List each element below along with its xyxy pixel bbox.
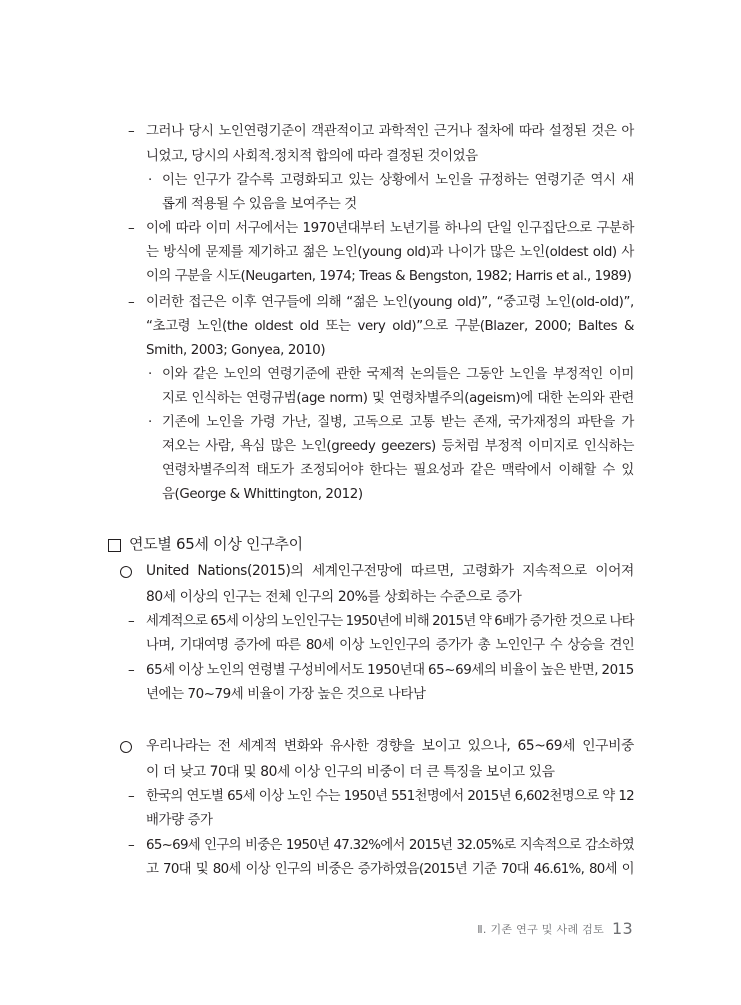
word: 수는 <box>315 789 340 804</box>
word: 연령별 <box>247 663 286 678</box>
word: 연도별 <box>186 789 224 804</box>
word: 인구의 <box>204 838 241 853</box>
word: 32.05%로 <box>456 838 516 853</box>
word: 비해 <box>404 614 429 629</box>
dash-marker: – <box>128 838 135 853</box>
word: 6배가 <box>494 614 527 629</box>
word: 연구들에 <box>261 295 312 310</box>
text-line: 음(George & Whittington, 2012) <box>162 487 363 502</box>
word: 접근은 <box>188 295 227 310</box>
text-line <box>146 294 634 312</box>
word: 우리나라는 <box>146 738 211 754</box>
word: 국가재정의 <box>508 415 571 430</box>
word: 그동안 <box>465 367 504 382</box>
word: 사 <box>621 245 634 260</box>
word: 갈수록 <box>236 173 274 188</box>
word: 이해할 <box>558 463 596 478</box>
word: & <box>623 319 634 334</box>
word: 노인을 <box>509 367 548 382</box>
word: 수 <box>602 463 615 478</box>
word: 기존에 <box>162 415 200 430</box>
word: 이는 <box>162 173 188 188</box>
text-line: 년에는 70~79세 비율이 가장 높은 것으로 나타남 <box>146 687 426 702</box>
word: 이 <box>621 862 634 877</box>
word: 변화와 <box>283 738 323 754</box>
dash-marker: – <box>128 663 135 678</box>
word: geezers) <box>381 439 436 454</box>
word: 구성비에서도 <box>288 663 364 678</box>
word: 이후 <box>231 295 257 310</box>
word: 있는 <box>348 173 374 188</box>
word: 고령화되고 <box>279 173 343 188</box>
word: 이상의 <box>241 614 279 629</box>
word: 역시 <box>590 173 616 188</box>
word: 받는 <box>441 415 467 430</box>
word: 그러나 <box>146 124 184 139</box>
word: 새 <box>621 173 634 188</box>
text-line <box>146 637 634 655</box>
word: 약 <box>478 614 492 629</box>
text-line <box>146 244 634 262</box>
word: 이와 <box>162 367 188 382</box>
word: 65~69세 <box>146 838 201 853</box>
word: 따라 <box>175 221 201 236</box>
word: 아 <box>621 124 634 139</box>
dash-marker: – <box>128 295 135 310</box>
word: 80세 <box>305 638 334 653</box>
word: oldest <box>254 319 293 334</box>
word: 따라 <box>518 124 544 139</box>
word: 이상 <box>339 638 364 653</box>
word: Nations(2015)의 <box>197 563 304 579</box>
word: 따르면, <box>410 563 454 579</box>
word: 인구비중 <box>582 738 634 754</box>
word: 및 <box>195 862 208 877</box>
footer-chapter-title: Ⅱ. 기존 연구 및 사례 검토 <box>477 923 605 936</box>
dash-marker: – <box>128 221 135 236</box>
word: 문제를 <box>205 245 244 260</box>
word: 지로 <box>162 391 188 406</box>
word: 나이가 <box>447 245 486 260</box>
word: 수 <box>549 638 562 653</box>
word: 당시 <box>188 124 214 139</box>
word: 노인(young <box>382 295 453 310</box>
word: 증가하였음(2015년 <box>357 862 467 877</box>
circle-marker <box>120 566 132 578</box>
text-line <box>146 861 634 879</box>
word: 2015년 <box>467 789 511 804</box>
word: old <box>299 319 319 334</box>
text-line <box>146 562 634 580</box>
word: 65세 <box>146 663 175 678</box>
word: 비중은 <box>244 838 282 853</box>
word: 노인(greedy <box>301 439 376 454</box>
word: 2015년 <box>408 838 453 853</box>
word: 6,602천명으로 <box>514 789 599 804</box>
word: 조정되어야 <box>300 463 363 478</box>
word: 1950년 <box>343 789 388 804</box>
word: 노인인구는 <box>281 614 343 629</box>
word: 부정적 <box>484 439 523 454</box>
word: 근거나 <box>433 124 472 139</box>
word: 노년기를 <box>389 221 440 236</box>
word: 의해 <box>316 295 342 310</box>
bullet-marker: · <box>148 173 153 188</box>
word: 노인 <box>287 789 312 804</box>
word: 파탄을 <box>577 415 615 430</box>
text-line <box>162 414 634 432</box>
word: 1950년대 <box>367 663 425 678</box>
text-line <box>162 366 634 384</box>
circle-marker <box>120 741 132 753</box>
word: 노인을 <box>206 415 244 430</box>
word: 지속적으로 <box>522 563 587 579</box>
word: 기대여명 <box>179 638 229 653</box>
word: “중고령 <box>496 295 541 310</box>
word: 구분(Blazer, <box>454 319 528 334</box>
text-line <box>162 390 634 408</box>
word: 필요성과 <box>413 463 464 478</box>
word: 70대 <box>501 862 529 877</box>
word: 65세 <box>227 789 255 804</box>
page-footer <box>477 920 633 939</box>
word: 보이고 <box>421 738 461 754</box>
word: 젊은 <box>302 245 328 260</box>
word: 사람, <box>205 439 235 454</box>
word: old)”으로 <box>392 319 448 334</box>
dash-marker: – <box>128 614 135 629</box>
word: 46.61%, <box>533 862 585 877</box>
word: 많은 <box>489 245 516 260</box>
word: 같은 <box>470 463 496 478</box>
word: 551천명에서 <box>391 789 464 804</box>
word: 고 <box>146 862 159 877</box>
section-box-marker <box>108 539 121 552</box>
word: 70대 <box>163 862 191 877</box>
word: 약 <box>602 789 615 804</box>
word: 인구의 <box>274 862 312 877</box>
text-line <box>146 737 634 755</box>
word: 노인(old-old)”, <box>545 295 634 310</box>
word: 연령기준 <box>534 173 585 188</box>
word: 총 <box>477 638 490 653</box>
word: 증가에 <box>233 638 271 653</box>
word: 이미 <box>608 367 634 382</box>
word: 인구집단으로 <box>516 221 592 236</box>
word: 12 <box>618 789 634 804</box>
word: 노인의 <box>223 367 262 382</box>
text-line: 니었고, 당시의 사회적.정치적 합의에 따라 결정된 것이었음 <box>146 149 478 164</box>
text-line: 이의 구분을 시도(Neugarten, 1974; Treas & Bengston, 1982; Harris et al., 1989) <box>146 269 632 284</box>
word: 경향을 <box>375 738 415 754</box>
word: 2015년 <box>432 614 476 629</box>
word: 규정하는 <box>478 173 529 188</box>
word: 견인 <box>609 638 634 653</box>
word: 가난, <box>281 415 311 430</box>
word: 상황에서 <box>379 173 430 188</box>
word: 인식하는 <box>583 439 634 454</box>
word: 구분하 <box>596 221 634 236</box>
word: 1950년에 <box>345 614 402 629</box>
word: 연령기준에 <box>267 367 330 382</box>
text-line <box>146 318 634 336</box>
word: 세계적 <box>237 738 277 754</box>
word: 국제적 <box>366 367 405 382</box>
word: 나며, <box>146 638 175 653</box>
word: 있 <box>621 463 634 478</box>
text-line <box>146 662 634 680</box>
word: 논의와 <box>566 391 605 406</box>
word: 서구에서는 <box>235 221 298 236</box>
word: 인식하는 <box>191 391 242 406</box>
word: norm) <box>329 391 368 406</box>
word: old)”, <box>457 295 492 310</box>
word: old)과 <box>406 245 444 260</box>
word: 이상 <box>245 862 270 877</box>
word: 80세 <box>212 862 241 877</box>
word: 2000; <box>534 319 572 334</box>
text-line: 롭게 적용될 수 있음을 보여주는 것 <box>162 197 357 212</box>
word: 같은 <box>192 367 218 382</box>
word: 노인인구의 <box>368 638 431 653</box>
word: 방식에 <box>163 245 201 260</box>
word: 상승을 <box>567 638 605 653</box>
word: 절차에 <box>476 124 514 139</box>
word: 는 <box>146 245 159 260</box>
text-line <box>146 788 634 806</box>
word: 높은 <box>540 663 566 678</box>
word: 대한 <box>537 391 563 406</box>
word: 맥락에서 <box>501 463 552 478</box>
word: 노인인구 <box>495 638 545 653</box>
word: 노인(oldest <box>519 245 589 260</box>
word: 80세 <box>588 862 617 877</box>
word: 이어져 <box>595 563 634 579</box>
word: 이러한 <box>146 295 184 310</box>
text-line: Smith, 2003; Gonyea, 2010) <box>146 343 326 358</box>
dash-marker: – <box>128 124 135 139</box>
word: 연령차별주의적 <box>162 463 250 478</box>
word: 기준 <box>471 862 497 877</box>
word: 및 <box>372 391 385 406</box>
word: 단일 <box>486 221 512 236</box>
word: 노인을 <box>435 173 473 188</box>
bullet-marker: · <box>148 415 153 430</box>
word: 노인의 <box>206 663 245 678</box>
word: 세계적으로 <box>146 614 208 629</box>
word: 유사한 <box>329 738 369 754</box>
word: 증가한 <box>529 614 567 629</box>
word: 질병, <box>317 415 347 430</box>
word: very <box>357 319 386 334</box>
word: United <box>146 563 189 579</box>
word: 가 <box>621 415 634 430</box>
text-line <box>146 123 634 141</box>
word: 연령차별주의(ageism)에 <box>389 391 533 406</box>
word: 가령 <box>250 415 276 430</box>
word: 한다는 <box>369 463 408 478</box>
word: 고독으로 <box>352 415 403 430</box>
word: 이에 <box>146 221 172 236</box>
word: 있으나, <box>467 738 511 754</box>
word: 태도가 <box>256 463 294 478</box>
word: “초고령 <box>146 319 191 334</box>
word: 욕심 <box>239 439 265 454</box>
word: 고령화가 <box>461 563 514 579</box>
word: 반면, <box>569 663 599 678</box>
text-line: 이 더 낮고 70대 및 80세 이상 인구의 비중이 더 큰 특징을 보이고 있음 <box>146 764 555 780</box>
word: old) <box>592 245 617 260</box>
word: 65세 <box>210 614 239 629</box>
word: 객관적이고 <box>311 124 374 139</box>
word: 고통 <box>409 415 435 430</box>
word: 65~69세 <box>517 738 576 754</box>
word: 관련 <box>608 391 634 406</box>
word: 노인(the <box>196 319 248 334</box>
word: Baltes <box>578 319 618 334</box>
word: 설정된 <box>548 124 587 139</box>
word: 것으로 <box>569 614 607 629</box>
word: 따른 <box>275 638 301 653</box>
word: 노인연령기준이 <box>218 124 307 139</box>
page-number: 13 <box>612 919 633 938</box>
word: 한국의 <box>146 789 183 804</box>
text-line <box>162 438 634 456</box>
word: 65~69세의 <box>428 663 497 678</box>
word: 비중은 <box>316 862 353 877</box>
word: 또는 <box>325 319 351 334</box>
text-line <box>146 220 634 238</box>
bullet-marker: · <box>148 367 153 382</box>
word: 부정적인 <box>552 367 603 382</box>
word: 제기하고 <box>247 245 298 260</box>
word: 관한 <box>335 367 361 382</box>
word: 2015 <box>601 663 634 678</box>
word: 이미 <box>205 221 231 236</box>
word: 하나의 <box>444 221 483 236</box>
word: 이상 <box>258 789 284 804</box>
word: 노인(young <box>332 245 402 260</box>
word: 전 <box>217 738 231 754</box>
word: 증가가 <box>435 638 473 653</box>
text-line <box>162 462 634 480</box>
word: 세계인구전망에 <box>311 563 403 579</box>
text-line: 배가량 증가 <box>146 813 213 828</box>
word: 이상 <box>178 663 204 678</box>
dash-marker: – <box>128 789 135 804</box>
text-line <box>146 837 634 855</box>
word: 비율이 <box>499 663 538 678</box>
word: 많은 <box>270 439 296 454</box>
word: 지속적으로 <box>519 838 581 853</box>
word: 인구가 <box>192 173 231 188</box>
text-line <box>146 613 634 631</box>
word: 1950년 <box>285 838 330 853</box>
word: 나타 <box>609 614 634 629</box>
word: 이미지로 <box>528 439 579 454</box>
word: 존재, <box>472 415 502 430</box>
word: 과학적인 <box>378 124 429 139</box>
word: 연령규범(age <box>246 391 325 406</box>
word: 논의들은 <box>410 367 461 382</box>
section-title: 연도별 65세 이상 인구추이 <box>129 535 303 553</box>
text-line: 80세 이상의 인구는 전체 인구의 20%를 상회하는 수준으로 증가 <box>146 589 522 605</box>
word: “젊은 <box>346 295 378 310</box>
word: 것은 <box>591 124 617 139</box>
word: 감소하였 <box>585 838 634 853</box>
word: 47.32%에서 <box>333 838 405 853</box>
word: 등처럼 <box>441 439 480 454</box>
text-line <box>162 172 634 190</box>
word: 져오는 <box>162 439 200 454</box>
word: 1970년대부터 <box>302 221 386 236</box>
